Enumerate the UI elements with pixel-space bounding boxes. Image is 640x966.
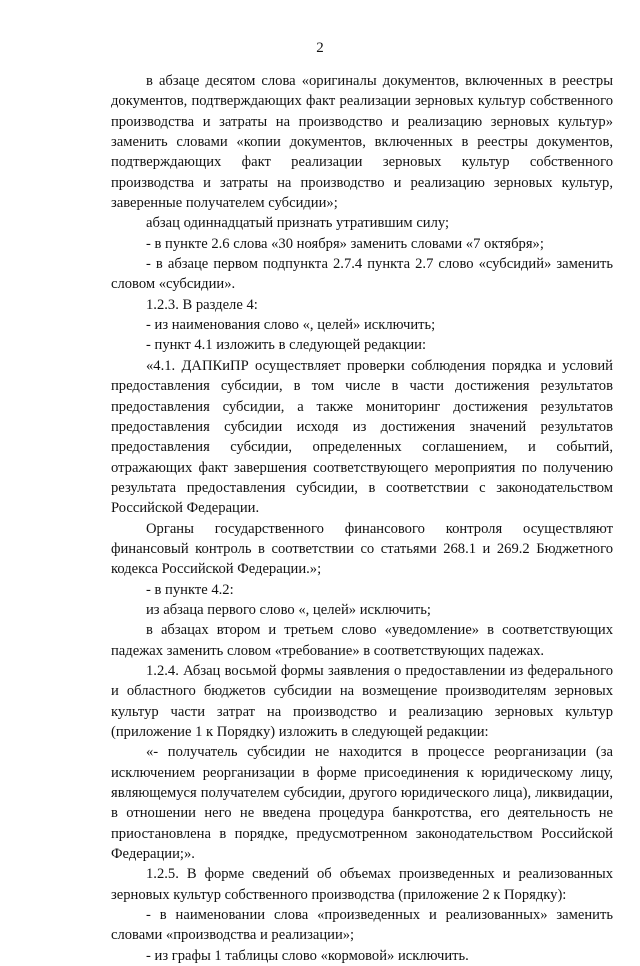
paragraph-naimenovanie: - из наименования слово «, целей» исключить; <box>146 317 436 334</box>
paragraph-punkt-4-1-intro: - пункт 4.1 изложить в следующей редакции: <box>146 337 427 354</box>
paragraph-abzac-desyatyj: в абзаце десятом слова «оригиналы документов, включенных в реестры документов, подтверждающих факт реализации зерновых культур собственного производства и затраты на производство и реализацию зерновых культур» заменить словами «копии документов, включенных в реестры документов, подтверждающих факт реализации зерновых культур собственного производства и затраты на производство и реализацию зерновых культур, заверенные получателем субсидии»; <box>111 73 613 212</box>
paragraph-abzacy-vtoroj-tretij: в абзацах втором и третьем слово «уведомление» в соответствующих падежах заменить словом «требование» в соответствующих падежах. <box>111 622 613 659</box>
paragraph-punkt-4-1-text: «4.1. ДАПКиПР осуществляет проверки соблюдения порядка и условий предоставления субсидии, в том числе в части достижения результатов предоставления субсидии, а также мониторинг достижения результатов предоставления субсидии исходя из достижения значений результатов предоставления субсидии, определенных соглашением, и событий, отражающих факт завершения соответствующего мероприятия по получению результата предоставления субсидии, в соответствии с законодательством Российской Федерации. <box>111 357 613 517</box>
paragraph-section-1-2-3: 1.2.3. В разделе 4: <box>146 296 258 313</box>
paragraph-podpunkt-2-7-4: - в абзаце первом подпункта 2.7.4 пункта 2.7 слово «субсидий» заменить словом «субсидии». <box>111 256 613 293</box>
page-number: 2 <box>316 40 324 56</box>
paragraph-section-1-2-4: 1.2.4. Абзац восьмой формы заявления о предоставлении из федерального и областного бюджетов субсидии на возмещение производителям зерновых культур части затрат на производство и реализацию зерновых культур (приложение 1 к Порядку) изложить в следующей редакции: <box>111 662 613 740</box>
paragraph-abzac-pervyj: из абзаца первого слово «, целей» исключить; <box>146 601 431 618</box>
paragraph-punkt-4-2: - в пункте 4.2: <box>146 581 234 598</box>
document-body <box>111 71 613 966</box>
paragraph-section-1-2-5: 1.2.5. В форме сведений об объемах произведенных и реализованных зерновых культур собственного производства (приложение 2 к Порядку): <box>111 866 613 903</box>
paragraph-naimenovanie-slova: - в наименовании слова «произведенных и реализованных» заменить словами «производства и реализации»; <box>111 907 613 944</box>
paragraph-abzac-odinnadcatyj: абзац одиннадцатый признать утратившим силу; <box>146 215 450 232</box>
paragraph-finansovyj-kontrol: Органы государственного финансового контроля осуществляют финансовый контроль в соответствии со статьями 268.1 и 269.2 Бюджетного кодекса Российской Федерации.»; <box>111 520 613 578</box>
paragraph-poluchatel-subsidii: «- получатель субсидии не находится в процессе реорганизации (за исключением реорганизации в форме присоединения к юридическому лицу, являющемуся получателем субсидии, другого юридического лица), ликвидации, в отношении него не введена процедура банкротства, его деятельность не приостановлена в порядке, предусмотренном законодательством Российской Федерации;». <box>111 744 613 863</box>
paragraph-punkt-2-6: - в пункте 2.6 слова «30 ноября» заменить словами «7 октября»; <box>146 235 544 252</box>
paragraph-grafa-1: - из графы 1 таблицы слово «кормовой» исключить. <box>146 947 469 964</box>
